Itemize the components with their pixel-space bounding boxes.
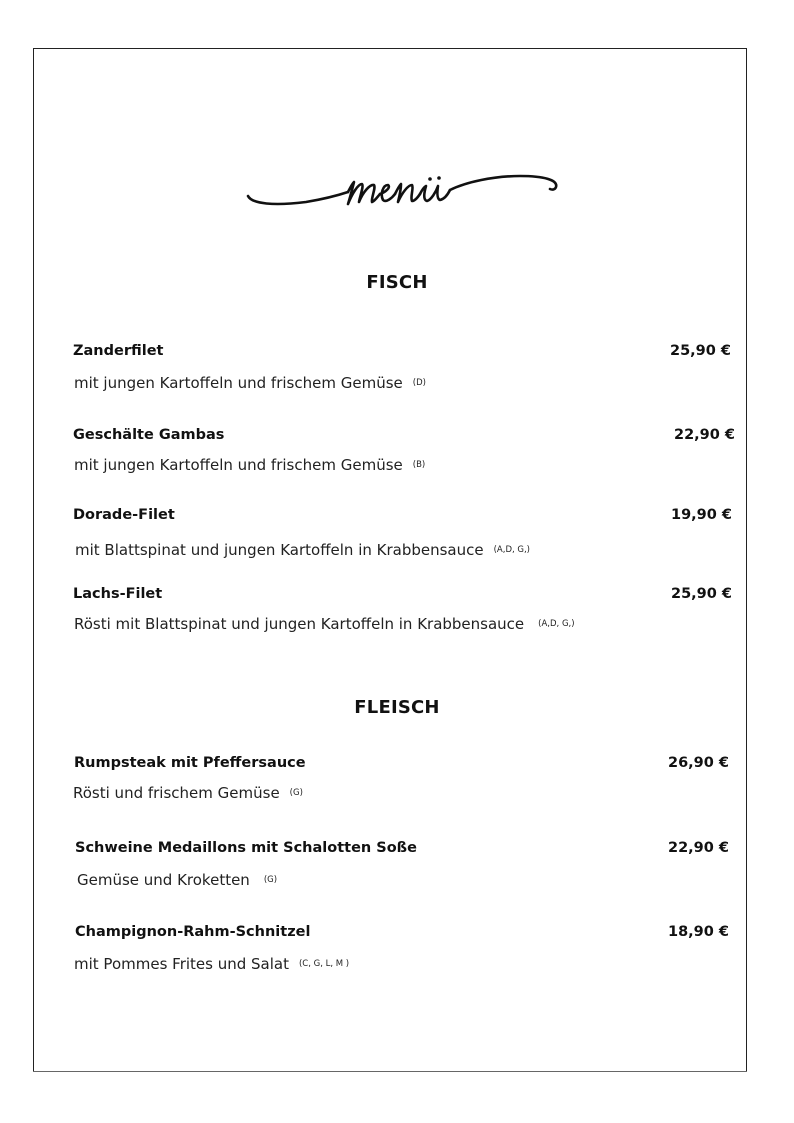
dish-description [73, 784, 303, 802]
dish-name: Champignon-Rahm-Schnitzel [75, 924, 311, 940]
dish-description-text: Rösti mit Blattspinat und jungen Kartoffeln in Krabbensauce [74, 615, 525, 633]
dish-description [74, 374, 426, 392]
dish-name: Lachs-Filet [73, 586, 163, 602]
allergen-codes: (B) [412, 460, 426, 470]
dish-price: 18,90 € [667, 924, 729, 940]
allergen-codes: (G) [289, 788, 303, 798]
dish-description-text: Gemüse und Kroketten [77, 871, 250, 889]
dish-price: 26,90 € [667, 755, 729, 771]
menu-script-logo [244, 168, 562, 218]
dish-price: 19,90 € [670, 507, 732, 523]
menu-border-bottom [33, 1071, 747, 1072]
dish-description-text: mit Pommes Frites und Salat [74, 955, 289, 973]
dish-description-text: mit jungen Kartoffeln und frischem Gemüse [74, 456, 403, 474]
section-title-fisch: FISCH [366, 272, 428, 293]
dish-description-text: mit jungen Kartoffeln und frischem Gemüse [74, 374, 403, 392]
dish-name: Rumpsteak mit Pfeffersauce [74, 755, 306, 771]
dish-price: 22,90 € [673, 427, 735, 443]
allergen-codes: (A,D, G,) [493, 545, 530, 555]
dish-name: Zanderfilet [73, 343, 164, 359]
dish-description [74, 615, 575, 633]
dish-name: Schweine Medaillons mit Schalotten Soße [75, 840, 417, 856]
dish-description [74, 456, 425, 474]
section-title-fleisch: FLEISCH [354, 697, 440, 718]
dish-description [74, 955, 349, 973]
dish-name: Dorade-Filet [73, 507, 175, 523]
allergen-codes: (C, G, L, M ) [298, 959, 350, 969]
dish-description [77, 871, 277, 889]
allergen-codes: (G) [263, 875, 278, 885]
dish-name: Geschälte Gambas [73, 427, 225, 443]
dish-description-text: Rösti und frischem Gemüse [73, 784, 280, 802]
allergen-codes: (A,D, G,) [538, 619, 575, 629]
dish-price: 22,90 € [667, 840, 729, 856]
dish-price: 25,90 € [669, 343, 731, 359]
dish-price: 25,90 € [670, 586, 732, 602]
dish-description [75, 541, 530, 559]
dish-description-text: mit Blattspinat und jungen Kartoffeln in Krabbensauce [75, 541, 484, 559]
allergen-codes: (D) [412, 378, 426, 388]
